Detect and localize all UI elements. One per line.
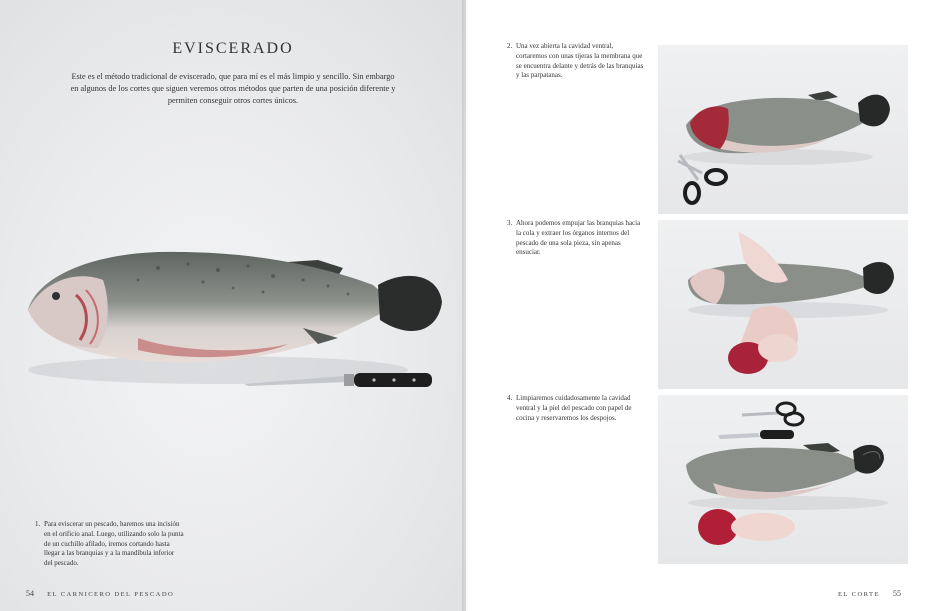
left-page-number: 54	[26, 589, 34, 598]
step-1-caption	[35, 520, 184, 569]
left-running-head: EL CARNICERO DEL PESCADO	[47, 591, 175, 598]
step-2-photo	[658, 45, 908, 214]
step-2-caption	[507, 42, 644, 81]
step-4-caption	[507, 394, 648, 423]
knife-image	[244, 368, 434, 390]
step-3-text: Ahora podemos empujar las branquias hacia la cola y extraer los órganos internos del pescado de una sola pieza, sin apenas ensuciar.	[516, 219, 641, 257]
step-1-number: 1.	[35, 520, 41, 528]
step-2-text: Una vez abierta la cavidad ventral, cortaremos con unas tijeras la membrana que se encuentra delante y detrás de las branquias y las parpatanas.	[516, 42, 644, 80]
step-3-photo	[658, 220, 908, 389]
step-4-photo	[658, 395, 908, 564]
right-page-number: 55	[892, 589, 901, 598]
fish-organs-removed-image	[658, 220, 908, 389]
fish-with-scissors-image	[658, 45, 908, 214]
step-3-number: 3.	[507, 219, 513, 227]
step-1-text: Para eviscerar un pescado, haremos una incisión en el orificio anal. Luego, utilizando solo la punta de un cuchillo afilado, iremos cortando hasta llegar a las branquias y a la mandíbula inferior del pescado.	[44, 520, 184, 568]
fish-cleaned-image	[658, 395, 908, 564]
intro-paragraph: Este es el método tradicional de eviscerado, que para mí es el más limpio y sencillo. Sin embargo en algunos de los cortes que siguen veremos otros métodos que parten de una posición diferente y permiten conseguir otros cortes únicos.	[70, 72, 396, 105]
right-running-head: EL CORTE	[838, 591, 880, 598]
step-4-number: 4.	[507, 394, 513, 402]
page-title: EVISCERADO	[172, 40, 294, 57]
right-footer	[838, 589, 901, 598]
left-footer	[26, 589, 174, 598]
step-2-number: 2.	[507, 42, 513, 50]
step-4-text: Limpiaremos cuidadosamente la cavidad ventral y la piel del pescado con papel de cocina y reservaremos los despojos.	[516, 394, 632, 422]
step-3-caption	[507, 219, 644, 258]
